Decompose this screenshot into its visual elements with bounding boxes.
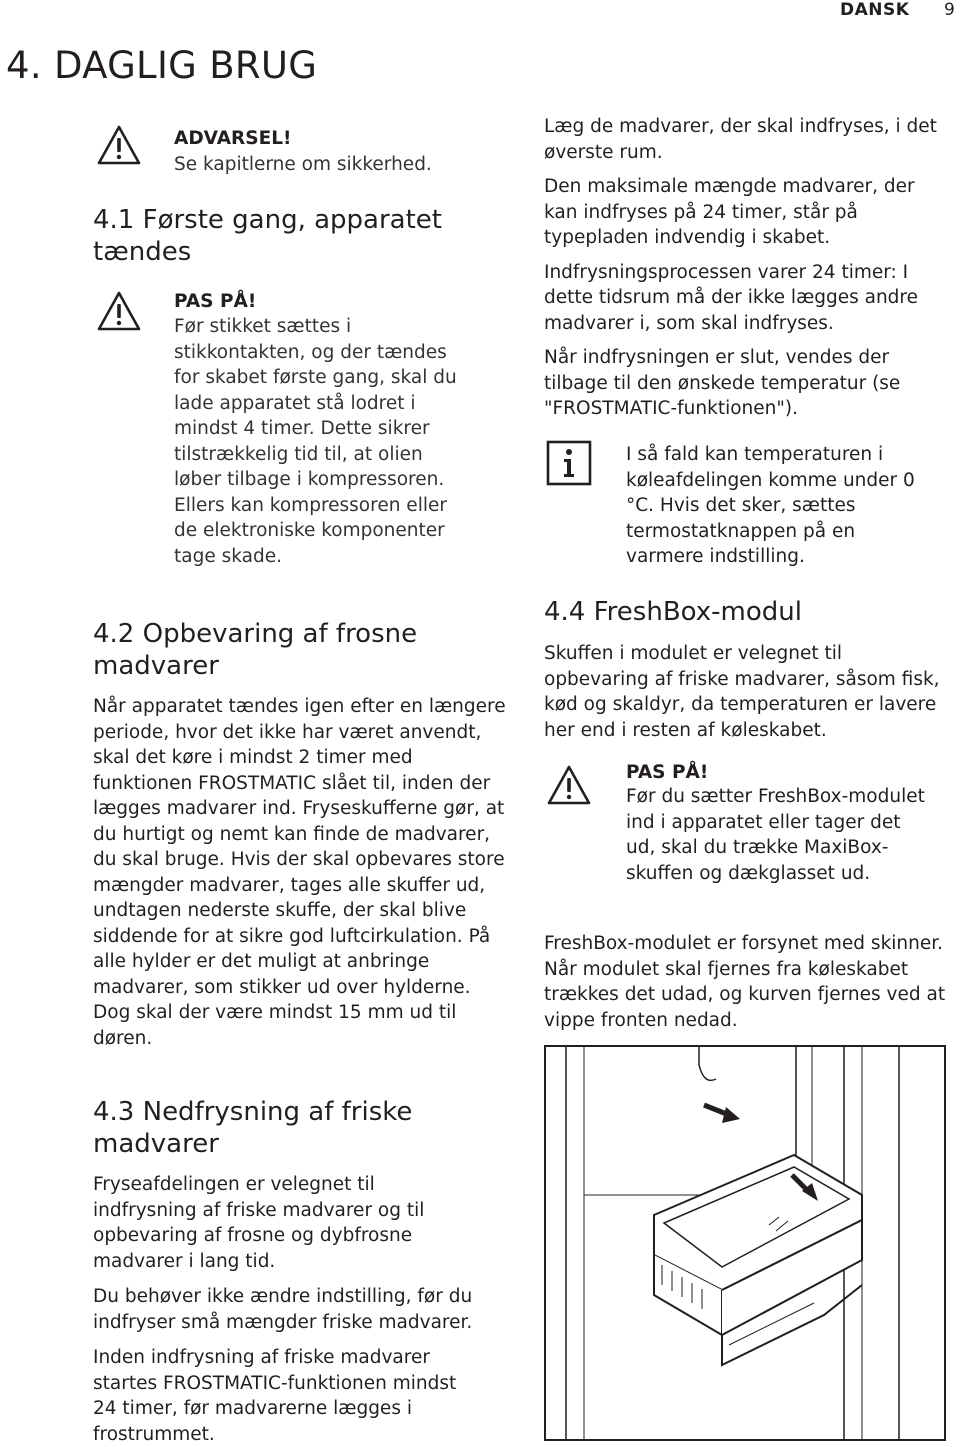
section-4-4-text: FreshBox-modulet er forsynet med skinner. Når modulet skal fjernes fra køleskabet trækkes det udad, og kurven fjernes ved at vippe fronten nedad. — [544, 933, 946, 1031]
header-language: DANSK — [840, 0, 910, 20]
caution-title: PAS PÅ! — [626, 762, 709, 783]
warning-text: Se kapitlerne om sikkerhed. — [174, 154, 432, 175]
info-text: I så fald kan temperaturen i køleafdelingen komme under 0 °C. Hvis det sker, sættes termostatknappen på en varmere indstilling. — [626, 444, 915, 567]
caution-text: Før du sætter FreshBox-modulet ind i apparatet eller tager det ud, skal du trække MaxiBox-skuffen og dækglasset ud. — [626, 786, 925, 884]
paragraph: Når indfrysningen er slut, vendes der tilbage til den ønskede temperatur (se "FROSTMATIC-funktionen"). — [544, 347, 901, 419]
paragraph: Læg de madvarer, der skal indfryses, i det øverste rum. — [544, 116, 937, 163]
warning-triangle-icon — [96, 124, 142, 166]
paragraph: Den maksimale mængde madvarer, der kan indfryses på 24 timer, står på typepladen indvendig i skabet. — [544, 176, 915, 248]
warning-title: ADVARSEL! — [174, 128, 292, 149]
section-4-2-text: Når apparatet tændes igen efter en længere periode, hvor det ikke har været anvendt, skal det køre i mindst 2 timer med funktionen FROSTMATIC slået til, inden der lægges madvarer ind. Fryseskufferne gør, at du hurtigt og nemt kan finde de madvarer, du skal bruge. Hvis der skal opbevares store mængder madvarer, tages alle skuffer ud, undtagen nederste skuffe, der skal blive siddende for at sikre god luftcirkulation. På alle hylder er det muligt at anbringe madvarer, som stikker ud over hylderne. Dog skal der være mindst 15 mm ud til døren. — [93, 696, 506, 1049]
page-number: 9 — [944, 0, 955, 20]
paragraph: Du behøver ikke ændre indstilling, før du indfryser små mængder friske madvarer. — [93, 1286, 473, 1333]
freshbox-illustration — [544, 1045, 946, 1445]
caution-title: PAS PÅ! — [174, 291, 257, 312]
section-4-3-title: 4.3 Nedfrysning af friske madvarer — [93, 1097, 413, 1159]
section-4-1-title: 4.1 Første gang, apparatet tændes — [93, 205, 442, 267]
section-4-4-intro: Skuffen i modulet er velegnet til opbevaring af friske madvarer, såsom fisk, kød og skaldyr, da temperaturen er lavere her end i resten af køleskabet. — [544, 643, 940, 741]
info-icon — [546, 440, 592, 486]
paragraph: Indfrysningsprocessen varer 24 timer: I dette tidsrum må der ikke lægges andre madvarer i, som skal indfryses. — [544, 261, 919, 334]
paragraph: Inden indfrysning af friske madvarer startes FROSTMATIC-funktionen mindst 24 timer, før madvarerne lægges i frostrummet. — [93, 1347, 457, 1445]
caution-text: Før stikket sættes i stikkontakten, og der tændes for skabet første gang, skal du lade apparatet stå lodret i mindst 4 timer. Dette sikrer tilstrækkelig tid til, at olien løber tilbage i kompressoren. Ellers kan kompressoren eller de elektroniske komponenter tage skade. — [174, 316, 457, 567]
section-4-2-title: 4.2 Opbevaring af frosne madvarer — [93, 619, 418, 681]
paragraph: Fryseafdelingen er velegnet til indfrysning af friske madvarer og til opbevaring af frosne og dybfrosne madvarer i lang tid. — [93, 1174, 425, 1272]
section-4-4-title: 4.4 FreshBox-modul — [544, 597, 802, 627]
chapter-title: 4. DAGLIG BRUG — [6, 44, 318, 87]
warning-triangle-icon — [96, 290, 142, 332]
warning-triangle-icon — [546, 764, 592, 806]
